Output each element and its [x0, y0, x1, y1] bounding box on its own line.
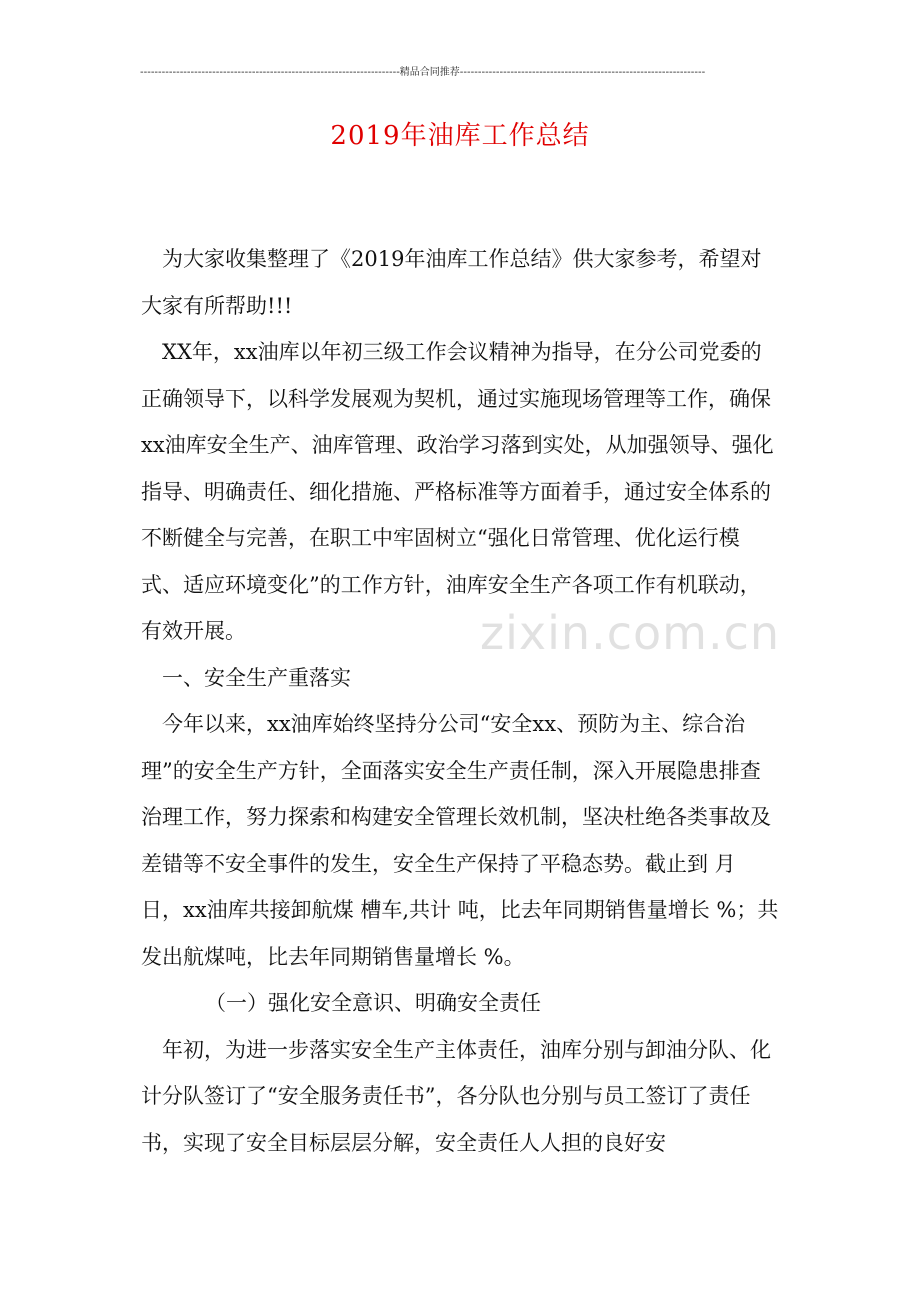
header-rule: ------------------------------------------------------------------------精品合同推荐--------------------------------------------------------------------	[140, 67, 706, 78]
subsection-paragraph: 年初，为进一步落实安全生产主体责任，油库分别与卸油分队、化计分队签订了“安全服务责任书”，各分队也分别与员工签订了责任书，实现了安全目标层层分解，安全责任人人担的良好安	[141, 1037, 771, 1155]
section-paragraph: 今年以来，xx油库始终坚持分公司“安全xx、预防为主、综合治理”的安全生产方针，全面落实安全生产责任制，深入开展隐患排查治理工作，努力探索和构建安全管理长效机制，坚决杜绝各类事故及差错等不安全事件的发生，安全生产保持了平稳态势。截止到 月 日，xx油库共接卸航煤 槽车,共计 吨，比去年同期销售量增长 %；共发出航煤吨，比去年同期销售量增长 %。	[141, 712, 779, 969]
watermark: zixin.com.cn	[480, 606, 781, 660]
document-title: 2019年油库工作总结	[330, 121, 590, 151]
intro-paragraph: 为大家收集整理了《2019年油库工作总结》供大家参考，希望对大家有所帮助!!!	[141, 247, 762, 318]
subsection-heading: （一）强化安全意识、明确安全责任	[205, 991, 541, 1015]
summary-paragraph: XX年，xx油库以年初三级工作会议精神为指导，在分公司党委的正确领导下，以科学发展观为契机，通过实施现场管理等工作，确保xx油库安全生产、油库管理、政治学习落到实处，从加强领导、强化指导、明确责任、细化措施、严格标准等方面着手，通过安全体系的不断健全与完善，在职工中牢固树立“强化日常管理、优化运行模式、适应环境变化”的工作方针，油库安全生产各项工作有机联动，有效开展。	[141, 340, 774, 643]
document-body	[141, 236, 781, 1166]
section-heading: 一、安全生产重落实	[162, 665, 351, 690]
